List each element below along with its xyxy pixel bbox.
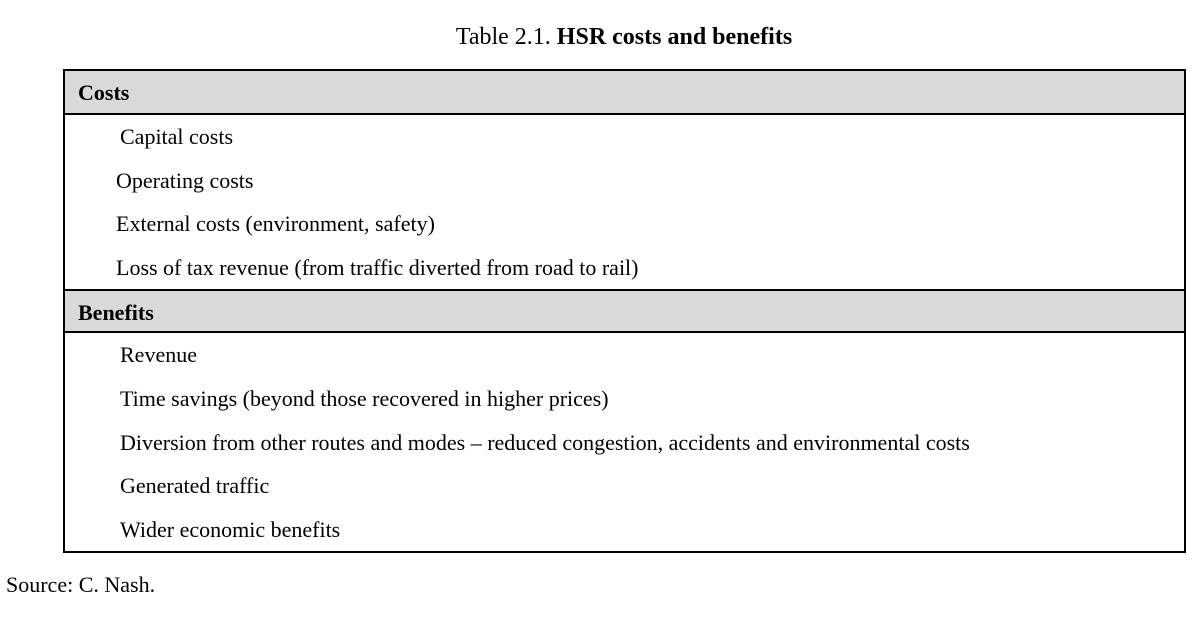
costs-row: Loss of tax revenue (from traffic diverted from road to rail) — [116, 254, 639, 280]
benefits-section-header: Benefits — [65, 289, 1184, 333]
table-caption — [0, 22, 1204, 52]
costs-section-header: Costs — [65, 71, 1184, 115]
benefits-row: Revenue — [120, 342, 197, 368]
costs-row: External costs (environment, safety) — [116, 211, 435, 237]
source-note: Source: C. Nash. — [6, 572, 156, 597]
benefits-section-body — [65, 333, 1184, 551]
benefits-row: Generated traffic — [120, 473, 270, 499]
costs-section-body — [65, 115, 1184, 289]
benefits-row: Wider economic benefits — [120, 516, 341, 542]
costs-benefits-table — [63, 69, 1186, 553]
benefits-row: Time savings (beyond those recovered in higher prices) — [120, 385, 609, 411]
caption-prefix: Table 2.1. — [455, 24, 557, 50]
benefits-row: Diversion from other routes and modes – reduced congestion, accidents and environmental costs — [120, 429, 970, 455]
caption-title: HSR costs and benefits — [556, 24, 793, 50]
costs-row: Operating costs — [116, 167, 254, 193]
costs-row: Capital costs — [120, 124, 234, 149]
